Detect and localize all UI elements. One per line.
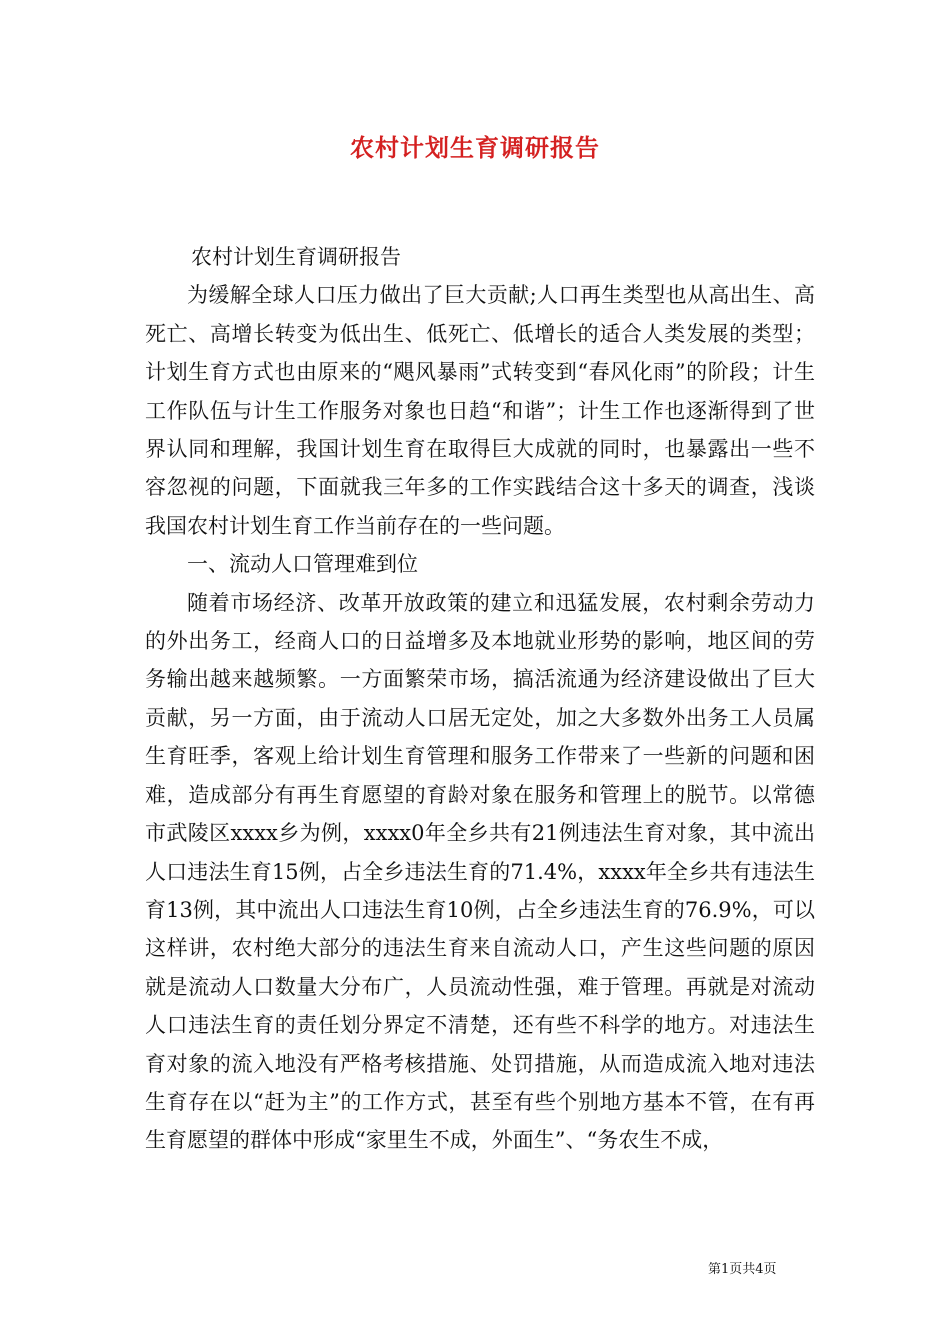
paragraph-section-one: 随着市场经济、改革开放政策的建立和迅猛发展，农村剩余劳动力的外出务工，经商人口的日益增多及本地就业形势的影响，地区间的劳务输出越来越频繁。一方面繁荣市场，搞活流通为经济建设做出了巨大贡献，另一方面，由于流动人口居无定处，加之大多数外出务工人员属生育旺季，客观上给计划生育管理和服务工作带来了一些新的问题和困难，造成部分有再生育愿望的育龄对象在服务和管理上的脱节。以常德市武陵区xxxx乡为例，xxxx0年全乡共有21例违法生育对象，其中流出人口违法生育15例，占全乡违法生育的71.4%，xxxx年全乡共有违法生育13例，其中流出人口违法生育10例，占全乡违法生育的76.9%，可以这样讲，农村绝大部分的违法生育来自流动人口，产生这些问题的原因就是流动人口数量大分布广，人员流动性强，难于管理。再就是对流动人口违法生育的责任划分界定不清楚，还有些不科学的地方。对违法生育对象的流入地没有严格考核措施、处罚措施，从而造成流入地对违法生育存在以“赶为主”的工作方式，甚至有些个别地方基本不管，在有再生育愿望的群体中形成“家里生不成，外面生”、“务农生不成， (145, 590, 815, 1153)
document-body (145, 238, 815, 1160)
document-title: 农村计划生育调研报告 (350, 133, 600, 162)
paragraph-intro: 为缓解全球人口压力做出了巨大贡献;人口再生类型也从高出生、高死亡、高增长转变为低出生、低死亡、低增长的适合人类发展的类型；计划生育方式也由原来的“飓风暴雨”式转变到“春风化雨”的阶段；计生工作队伍与计生工作服务对象也日趋“和谐”；计生工作也逐渐得到了世界认同和理解，我国计划生育在取得巨大成就的同时，也暴露出一些不容忽视的问题，下面就我三年多的工作实践结合这十多天的调查，浅谈我国农村计划生育工作当前存在的一些问题。 (145, 283, 815, 538)
section-heading: 一、流动人口管理难到位 (187, 552, 418, 577)
document-subtitle: 农村计划生育调研报告 (191, 245, 401, 269)
page-number: 第1页共4页 (708, 1262, 777, 1277)
